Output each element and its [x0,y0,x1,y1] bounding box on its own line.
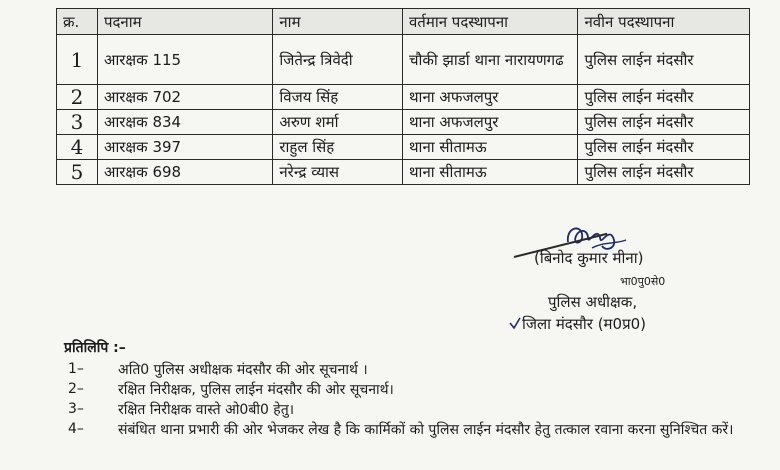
rank-cell: आरक्षक 115 [97,35,272,85]
current-posting-cell: थाना अफजलपुर [402,85,578,110]
copy-item [64,401,754,420]
name-cell: जितेन्द्र त्रिवेदी [273,35,403,85]
new-posting-cell: पुलिस लाईन मंदसौर [578,85,750,110]
rank-cell: आरक्षक 698 [97,160,272,185]
new-posting-cell: पुलिस लाईन मंदसौर [578,110,750,135]
header-serial: क्र. [57,9,98,35]
name-cell: अरुण शर्मा [273,110,403,135]
current-posting-cell: थाना सीतामऊ [402,160,578,185]
copy-item [64,361,754,380]
header-new-posting: नवीन पदस्थापना [578,9,750,35]
rank-cell: आरक्षक 834 [97,110,272,135]
serial-cell: 1 [57,35,98,85]
table-row [57,160,750,185]
header-rank: पदनाम [97,9,272,35]
officer-service: भा0पु0से0 [620,275,666,288]
copy-item-text: रक्षित निरीक्षक, पुलिस लाईन मंदसौर की ओर सूचनार्थ। [118,382,394,398]
name-cell: नरेन्द्र व्यास [273,160,403,185]
copy-item-number: 4– [68,421,84,437]
current-posting-cell: थाना सीतामऊ [402,135,578,160]
new-posting-cell: पुलिस लाईन मंदसौर [578,135,750,160]
header-current-posting: वर्तमान पदस्थापना [402,9,578,35]
new-posting-cell: पुलिस लाईन मंदसौर [578,160,750,185]
serial-cell: 5 [57,160,98,185]
table-row [57,110,750,135]
copy-item [64,421,754,440]
name-cell: विजय सिंह [273,85,403,110]
copy-item-text: अति0 पुलिस अधीक्षक मंदसौर की ओर सूचनार्थ । [118,362,368,378]
copy-item-number: 1– [68,361,84,377]
officer-name: (बिनोद कुमार मीना) [534,249,644,267]
new-posting-cell: पुलिस लाईन मंदसौर [578,35,750,85]
rank-cell: आरक्षक 702 [97,85,272,110]
serial-cell: 3 [57,110,98,135]
officer-office: जिला मंदसौर (म0प्र0) [522,315,646,333]
copy-item-number: 2– [68,381,84,397]
serial-cell: 2 [57,85,98,110]
name-cell: राहुल सिंह [273,135,403,160]
copy-item-text: संबंधित थाना प्रभारी की ओर भेजकर लेख है कि कार्मिकों को पुलिस लाईन मंदसौर हेतु तत्काल रवाना करना सुनिश्चित करें। [118,422,734,438]
current-posting-cell: थाना अफजलपुर [402,110,578,135]
rank-cell: आरक्षक 397 [97,135,272,160]
copy-to-section [64,338,754,441]
table-row [57,85,750,110]
current-posting-cell: चौकी झार्डा थाना नारायणगढ [402,35,578,85]
tick-mark-icon [508,316,522,330]
copy-heading: प्रतिलिपि :– [64,340,126,356]
serial-cell: 4 [57,135,98,160]
transfer-table [56,8,750,185]
table-row [57,135,750,160]
table-row [57,35,750,85]
copy-item-number: 3– [68,401,84,417]
table-header-row [57,9,750,35]
officer-designation: पुलिस अधीक्षक, [548,293,638,311]
header-name: नाम [273,9,403,35]
copy-item [64,381,754,400]
copy-item-text: रक्षित निरीक्षक वास्ते ओ0बी0 हेतु। [118,402,295,418]
